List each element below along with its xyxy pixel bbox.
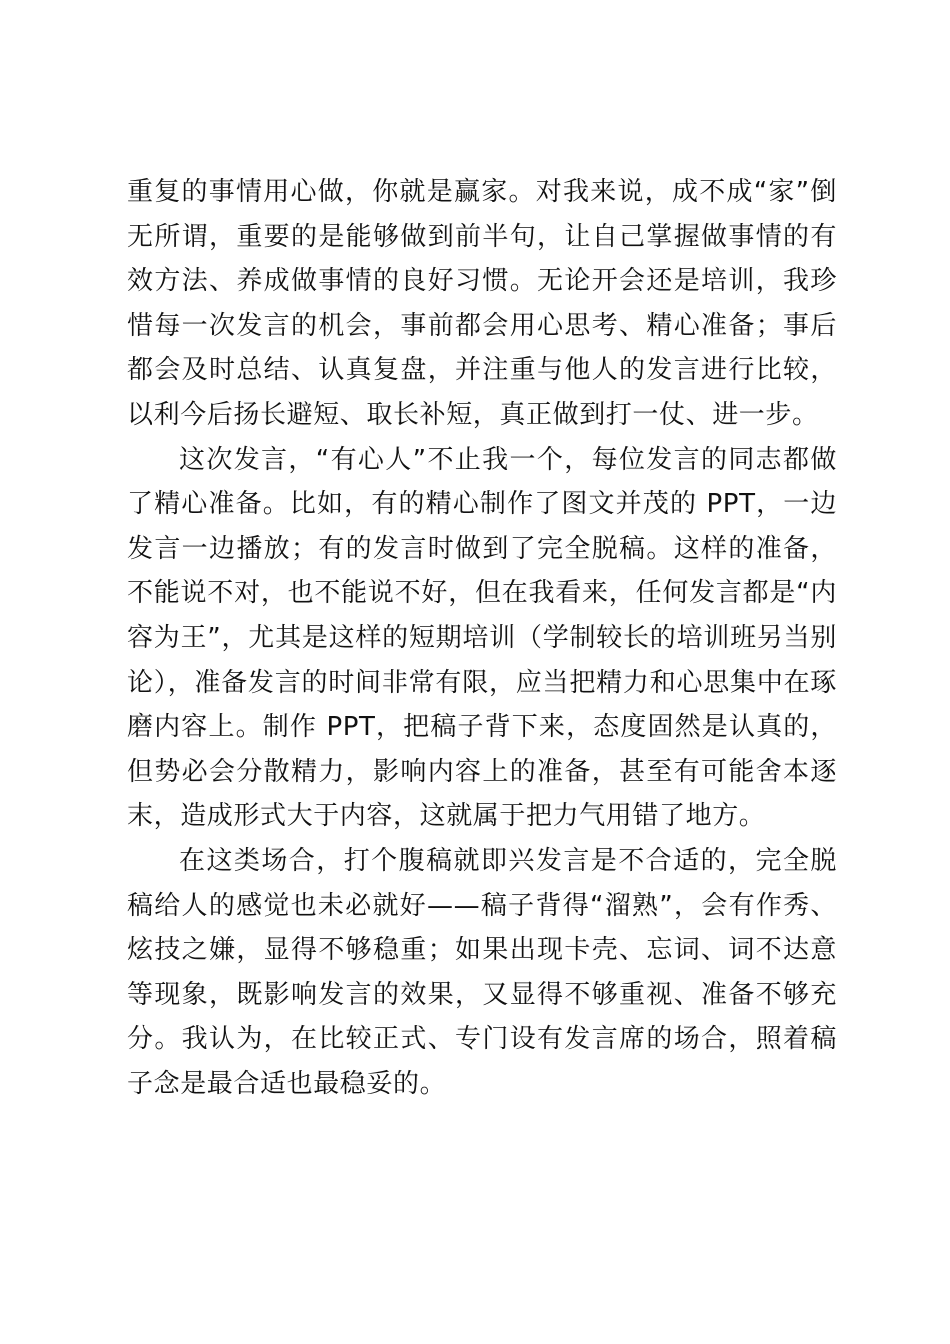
paragraph-3: 在这类场合，打个腹稿就即兴发言是不合适的，完全脱稿给人的感觉也未必就好——稿子背得“溜熟”，会有作秀、炫技之嫌，显得不够稳重；如果出现卡壳、忘词、词不达意等现象，既影响发言的效果，又显得不够重视、准备不够充分。我认为，在比较正式、专门设有发言席的场合，照着稿子念是最合适也最稳妥的。 (127, 845, 837, 1099)
paragraph-1: 重复的事情用心做，你就是赢家。对我来说，成不成“家”倒无所谓，重要的是能够做到前半句，让自己掌握做事情的有效方法、养成做事情的良好习惯。无论开会还是培训，我珍惜每一次发言的机会，事前都会用心思考、精心准备；事后都会及时总结、认真复盘，并注重与他人的发言进行比较，以利今后扬长避短、取长补短，真正做到打一仗、进一步。 (127, 177, 837, 430)
document-body (127, 170, 837, 1106)
paragraph-2: 这次发言，“有心人”不止我一个，每位发言的同志都做了精心准备。比如，有的精心制作了图文并茂的 PPT，一边发言一边播放；有的发言时做到了完全脱稿。这样的准备，不能说不对，也不能说不好，但在我看来，任何发言都是“内容为王”，尤其是这样的短期培训（学制较长的培训班另当别论），准备发言的时间非常有限，应当把精力和心思集中在琢磨内容上。制作 PPT，把稿子背下来，态度固然是认真的，但势必会分散精力，影响内容上的准备，甚至有可能舍本逐末，造成形式大于内容，这就属于把力气用错了地方。 (127, 444, 837, 832)
